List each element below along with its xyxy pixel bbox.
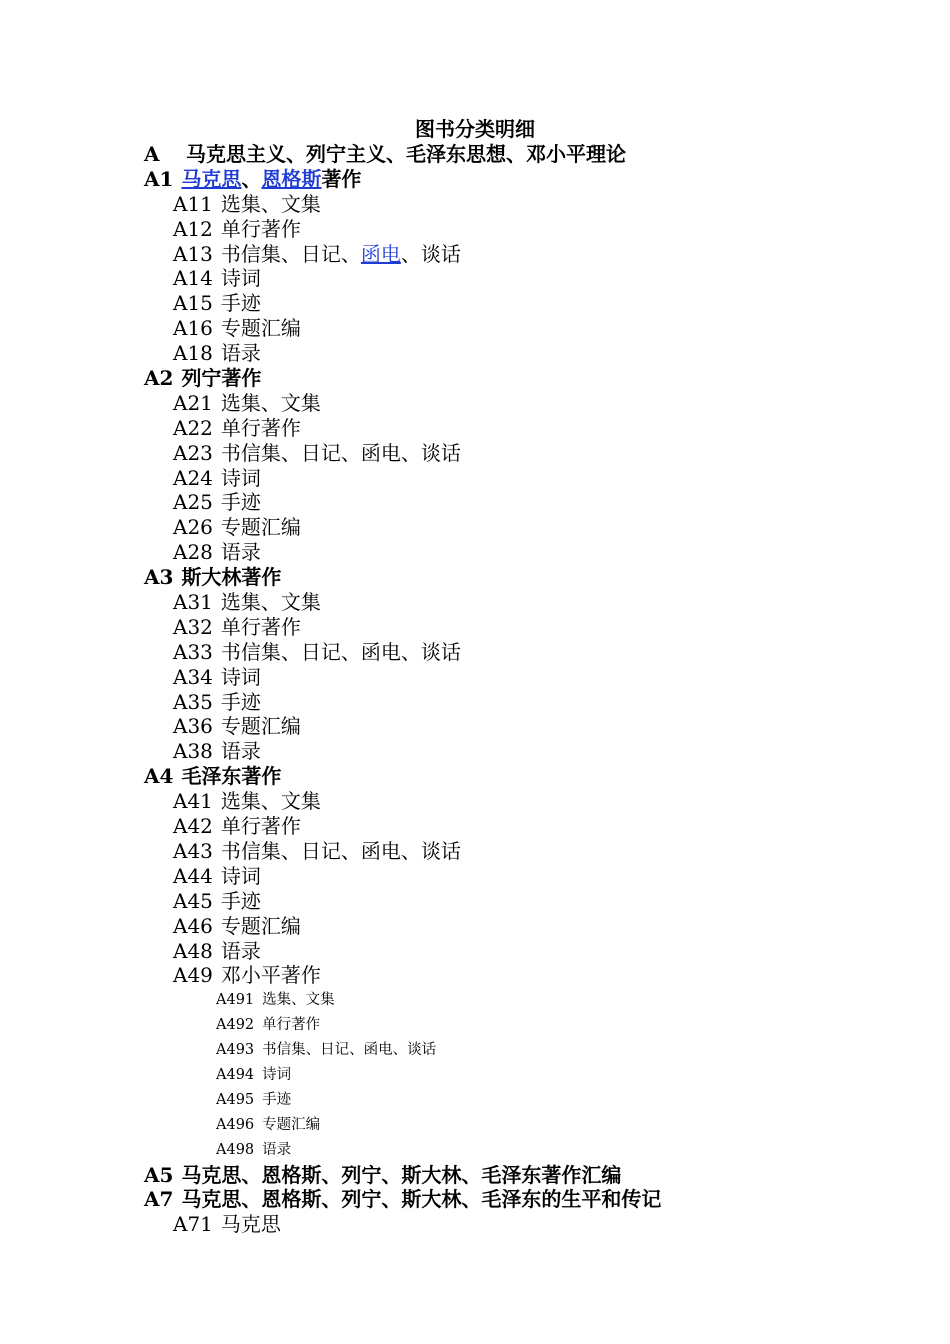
- category-row-level-1: [144, 366, 924, 391]
- category-row-level-3: [144, 1063, 924, 1088]
- category-row-level-2: [144, 640, 924, 665]
- category-row-level-3: [144, 1038, 924, 1063]
- category-code: A3: [144, 565, 174, 590]
- category-code: A42: [173, 814, 213, 839]
- category-name: 选集、文集: [220, 390, 321, 415]
- category-row-level-2: [144, 266, 924, 291]
- category-name: 选集、文集: [220, 789, 321, 814]
- category-row-level-2: [144, 291, 924, 316]
- category-name: 马克思、恩格斯、列宁、斯大林、毛泽东著作汇编: [181, 1162, 622, 1187]
- category-code: A18: [173, 341, 213, 366]
- category-code: A41: [173, 789, 213, 814]
- category-code: A28: [173, 540, 213, 565]
- category-name: 诗词: [220, 465, 261, 490]
- category-code: A31: [173, 590, 213, 615]
- category-code: A1: [144, 166, 174, 191]
- category-row-level-2: [144, 1212, 924, 1237]
- category-name: 诗词: [220, 664, 261, 689]
- category-code: A491: [216, 992, 255, 1009]
- category-row-level-1: [144, 142, 924, 167]
- category-row-level-1: [144, 1163, 924, 1188]
- document-title: 图书分类明细: [415, 117, 535, 141]
- classification-list: [144, 142, 924, 1237]
- category-name: 单行著作: [220, 415, 301, 440]
- category-code: A44: [173, 863, 213, 888]
- category-row-level-2: [144, 490, 924, 515]
- category-text-part: 书信集、日记、: [220, 241, 361, 266]
- category-row-level-2: [144, 515, 924, 540]
- category-row-level-2: [144, 814, 924, 839]
- category-row-level-3: [144, 1088, 924, 1113]
- category-code: A38: [173, 739, 213, 764]
- category-row-level-2: [144, 242, 924, 267]
- category-row-level-2: [144, 665, 924, 690]
- category-name: 单行著作: [220, 814, 301, 839]
- category-name: 诗词: [220, 863, 261, 888]
- category-code: A23: [173, 440, 213, 465]
- category-text-part: 、谈话: [400, 241, 461, 266]
- category-name: 专题汇编: [262, 1116, 321, 1133]
- category-code: A: [144, 142, 160, 166]
- category-row-level-2: [144, 540, 924, 565]
- category-row-level-2: [144, 466, 924, 491]
- category-name: 列宁著作: [181, 366, 262, 391]
- category-row-level-2: [144, 914, 924, 939]
- category-name: 单行著作: [220, 216, 301, 241]
- category-code: A4: [144, 764, 174, 789]
- category-name: 语录: [220, 341, 261, 366]
- category-code: A24: [173, 465, 213, 490]
- category-name: 手迹: [220, 888, 261, 913]
- category-row-level-2: [144, 889, 924, 914]
- category-name: 专题汇编: [220, 515, 301, 540]
- category-name: 手迹: [220, 291, 261, 316]
- category-name: 专题汇编: [220, 714, 301, 739]
- category-row-level-2: [144, 441, 924, 466]
- category-code: A32: [173, 614, 213, 639]
- category-code: A492: [216, 1017, 255, 1034]
- category-name: 邓小平著作: [220, 963, 321, 988]
- category-row-level-1: [144, 565, 924, 590]
- category-row-level-2: [144, 192, 924, 217]
- category-name: 语录: [220, 739, 261, 764]
- category-name: 选集、文集: [220, 590, 321, 615]
- category-name: 专题汇编: [220, 316, 301, 341]
- category-name: 单行著作: [262, 1017, 321, 1034]
- category-code: A16: [173, 316, 213, 341]
- category-code: A35: [173, 689, 213, 714]
- category-name: 选集、文集: [220, 191, 321, 216]
- category-row-level-2: [144, 963, 924, 988]
- category-code: A25: [173, 490, 213, 515]
- category-code: A45: [173, 888, 213, 913]
- category-row-level-2: [144, 939, 924, 964]
- category-name: 手迹: [220, 490, 261, 515]
- category-name: 诗词: [262, 1066, 292, 1083]
- category-code: A498: [216, 1141, 255, 1158]
- category-code: A48: [173, 938, 213, 963]
- category-row-level-2: [144, 789, 924, 814]
- category-name: 书信集、日记、函电、谈话: [262, 1042, 437, 1059]
- category-name: 专题汇编: [220, 913, 301, 938]
- category-name: 书信集、日记、函电、谈话: [220, 838, 461, 863]
- category-name: 语录: [220, 540, 261, 565]
- category-row-level-2: [144, 590, 924, 615]
- category-name: 诗词: [220, 266, 261, 291]
- category-link[interactable]: 恩格斯: [261, 166, 322, 191]
- category-code: A12: [173, 216, 213, 241]
- category-name: 语录: [262, 1141, 292, 1158]
- category-row-level-1: [144, 1187, 924, 1212]
- category-row-level-2: [144, 739, 924, 764]
- category-row-level-3: [144, 1113, 924, 1138]
- category-code: A49: [173, 963, 213, 988]
- category-link[interactable]: 函电: [360, 241, 401, 266]
- category-name: 单行著作: [220, 614, 301, 639]
- category-row-level-2: [144, 864, 924, 889]
- category-code: A26: [173, 515, 213, 540]
- category-row-level-3: [144, 1013, 924, 1038]
- category-row-level-2: [144, 839, 924, 864]
- category-row-level-1: [144, 167, 924, 192]
- category-code: A46: [173, 913, 213, 938]
- category-code: A34: [173, 664, 213, 689]
- category-name: 毛泽东著作: [181, 764, 282, 789]
- category-code: A7: [144, 1187, 174, 1212]
- category-row-level-2: [144, 714, 924, 739]
- category-text-part: 著作: [321, 166, 362, 191]
- category-name: 选集、文集: [262, 992, 335, 1009]
- category-row-level-2: [144, 391, 924, 416]
- category-row-level-3: [144, 988, 924, 1013]
- category-row-level-2: [144, 416, 924, 441]
- category-code: A494: [216, 1066, 255, 1083]
- category-row-level-1: [144, 764, 924, 789]
- category-code: A15: [173, 291, 213, 316]
- category-name: 书信集、日记、函电、谈话: [220, 440, 461, 465]
- category-name: 马克思、恩格斯、列宁、斯大林、毛泽东的生平和传记: [181, 1187, 662, 1212]
- category-row-level-2: [144, 341, 924, 366]
- category-name: 马克思主义、列宁主义、毛泽东思想、邓小平理论: [186, 142, 626, 166]
- category-code: A43: [173, 838, 213, 863]
- category-code: A2: [144, 366, 174, 391]
- category-code: A13: [173, 241, 213, 266]
- category-name: 斯大林著作: [181, 565, 282, 590]
- category-code: A495: [216, 1091, 255, 1108]
- category-name: 手迹: [220, 689, 261, 714]
- category-code: A14: [173, 266, 213, 291]
- category-row-level-2: [144, 217, 924, 242]
- category-name: 马克思: [220, 1212, 281, 1237]
- category-code: A22: [173, 415, 213, 440]
- category-code: A33: [173, 639, 213, 664]
- category-code: A496: [216, 1116, 255, 1133]
- category-row-level-3: [144, 1138, 924, 1163]
- category-code: A21: [173, 390, 213, 415]
- category-text-part: 、: [241, 166, 262, 191]
- category-code: A493: [216, 1042, 255, 1059]
- category-row-level-2: [144, 316, 924, 341]
- category-code: A71: [173, 1212, 213, 1237]
- category-code: A36: [173, 714, 213, 739]
- category-name: 语录: [220, 938, 261, 963]
- category-name: 书信集、日记、函电、谈话: [220, 639, 461, 664]
- category-row-level-2: [144, 690, 924, 715]
- category-link[interactable]: 马克思: [181, 166, 242, 191]
- category-row-level-2: [144, 615, 924, 640]
- category-name: 手迹: [262, 1091, 292, 1108]
- category-code: A11: [173, 191, 213, 216]
- category-code: A5: [144, 1162, 174, 1187]
